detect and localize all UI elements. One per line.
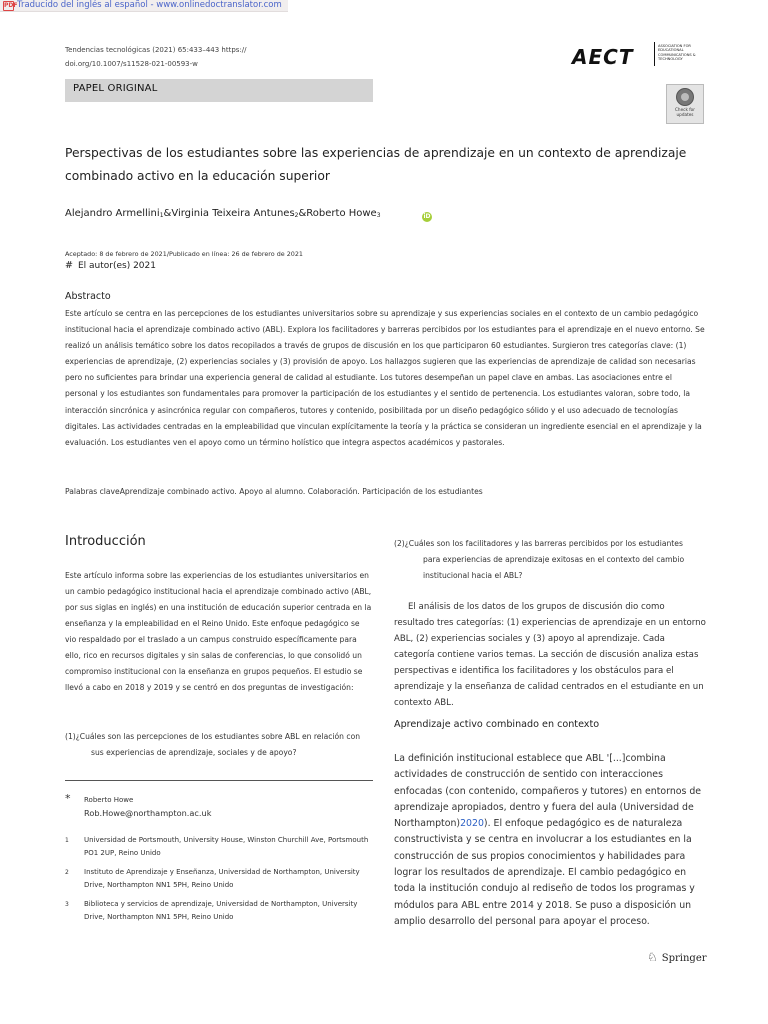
footnote-mark: * — [65, 792, 71, 805]
keywords: Palabras claveAprendizaje combinado activo. Apoyo al alumno. Colaboración. Participación de los estudiantes — [65, 487, 483, 496]
affiliation-footnote — [65, 898, 373, 928]
abstract-heading: Abstracto — [65, 291, 111, 302]
translation-banner-text[interactable]: Traducido del inglés al español - www.onlinedoctranslator.com — [17, 0, 282, 10]
intro-paragraph: El análisis de los datos de los grupos de discusión dio como resultado tres categorías: (1) experiencias de aprendizaje en un entorno ABL, (2) experiencias sociales y (3) apoyo al aprendizaje. Cada categoría contiene varios temas. La sección de discusión analiza estas perspectivas e identifica los facilitadores y los obstáculos para el aprendizaje y la enseñanza de calidad centrados en el estudiante en un contexto ABL. — [394, 602, 706, 708]
document-translate-icon: PDF — [4, 1, 18, 9]
research-question-text: para experiencias de aprendizaje exitosas en el contexto del cambio — [423, 555, 685, 564]
corresponding-author-footnote — [65, 794, 373, 824]
citation — [65, 43, 325, 71]
author-name[interactable]: Alejandro Armellini — [65, 208, 160, 219]
research-question-text: (1)¿Cuáles son las percepciones de los estudiantes sobre ABL en relación con — [65, 732, 361, 741]
section-text: ). El enfoque pedagógico es de naturaleza constructivista y se centra en involucrar a los estudiantes en la construcción de sus propios conocimientos y habilidades para lograr los resultados de aprendizaje. El cambio pedagógico en toda la institución condujo al rediseño de todos los programas y módulos para ABL entre 2014 y 2018. Se puso a disposición un amplio desarrollo del personal para apoyar el proceso. — [394, 818, 695, 927]
footnote-divider — [65, 780, 373, 781]
check-updates-label: Check for updates — [675, 107, 695, 117]
copyright-line — [65, 260, 156, 271]
affiliation-text: Biblioteca y servicios de aprendizaje, Universidad de Northampton, University Drive, Northampton NN1 5PH, Reino Unido — [84, 900, 358, 921]
article-type-label: PAPEL ORIGINAL — [73, 83, 158, 94]
article-title: Perspectivas de los estudiantes sobre las experiencias de aprendizaje en un contexto de aprendizaje combinado activo en la educación superior — [65, 146, 687, 183]
author-list — [65, 208, 381, 219]
section-heading: Aprendizaje activo combinado en contexto — [394, 719, 600, 730]
research-question-text: (2)¿Cuáles son los facilitadores y las barreras percibidos por los estudiantes — [394, 539, 683, 548]
article-type-badge — [65, 79, 373, 102]
affiliation-footnote — [65, 834, 373, 864]
check-for-updates-button[interactable] — [666, 84, 704, 124]
logo-divider — [654, 42, 655, 66]
affiliation-text: Instituto de Aprendizaje y Enseñanza, Universidad de Northampton, University Drive, Northampton NN1 5PH, Reino Unido — [84, 868, 360, 889]
springer-logo — [647, 950, 707, 964]
research-question-text: sus experiencias de aprendizaje, sociales y de apoyo? — [91, 748, 297, 757]
author-separator: & — [163, 208, 172, 219]
copyright-text: El autor(es) 2021 — [77, 261, 156, 271]
citation-line-1: Tendencias tecnológicas (2021) 65:433–443 https:// — [65, 46, 247, 54]
section-paragraph — [394, 751, 706, 930]
corresponding-author-email[interactable]: Rob.Howe@northampton.ac.uk — [84, 808, 212, 818]
intro-paragraph: Este artículo informa sobre las experiencias de los estudiantes universitarios en un cambio pedagógico institucional hacia el aprendizaje combinado activo (ABL, por sus siglas en inglés) en una institución de educación superior centrada en la enseñanza y la empleabilidad en el Reino Unido. Este enfoque pedagógico se vio respaldado por el traslado a un campus construido específicamente para ello, rico en recursos digitales y sin salas de conferencias, lo que consolidó un compromiso institucional con la enseñanza en grupos pequeños. El estudio se llevó a cabo en 2018 y 2019 y se centró en dos preguntas de investigación: — [65, 571, 372, 692]
author-affiliation-mark: 2 — [294, 212, 299, 219]
intro-heading: Introducción — [65, 534, 146, 549]
author-name[interactable]: Roberto Howe — [306, 208, 377, 219]
publication-dates: Aceptado: 8 de febrero de 2021/Publicado en línea: 26 de febrero de 2021 — [65, 250, 303, 258]
author-separator: & — [298, 208, 307, 219]
affiliation-text: Universidad de Portsmouth, University House, Winston Churchill Ave, Portsmouth PO1 2UP, Reino Unido — [84, 836, 369, 857]
copyright-mark: # — [65, 260, 73, 271]
affiliation-footnote — [65, 866, 373, 896]
publisher-name: Springer — [661, 953, 707, 964]
check-updates-icon — [676, 88, 694, 106]
springer-horse-icon: ♘ — [647, 950, 658, 964]
translation-banner[interactable] — [0, 0, 288, 12]
corresponding-author-name: Roberto Howe — [84, 796, 134, 804]
citation-doi[interactable]: doi.org/10.1007/s11528-021-00593-w — [65, 60, 198, 68]
research-question-2 — [394, 536, 706, 584]
research-question-1 — [65, 729, 373, 761]
author-name[interactable]: Virginia Teixeira Antunes — [171, 208, 295, 219]
footnote-mark: 2 — [65, 869, 69, 876]
footnote-mark: 1 — [65, 837, 69, 844]
abstract-text: Este artículo se centra en las percepciones de los estudiantes universitarios sobre su aprendizaje y sus experiencias sociales en el contexto de un cambio pedagógico institucional hacia el aprendizaje combinado activo (ABL). Explora los facilitadores y barreras percibidos por los estudiantes para el aprendizaje en el nuevo entorno. Se realizó un análisis temático sobre los datos recopilados a través de grupos de discusión en los que participaron 60 estudiantes. Surgieron tres categorías clave: (1) experiencias de aprendizaje, (2) experiencias sociales y (3) provisión de apoyo. Los hallazgos sugieren que las experiencias de aprendizaje de calidad son necesarias pero no suficientes para brindar una experiencia general de calidad al estudiante. Los tutores desempeñan un papel clave en ambas. Las asociaciones entre el personal y los estudiantes son fundamentales para promover la participación de los estudiantes y el sentido de pertenencia. Los estudiantes valoran, sobre todo, la interacción sincrónica y asincrónica regular con compañeros, tutores y contenido, posibilitada por un diseño pedagógico sólido y el uso adecuado de tecnologías digitales. Las actividades centradas en la empleabilidad que vinculan explícitamente la teoría y la práctica se consideran un ingrediente esencial en el aprendizaje y la evaluación. Los estudiantes ven el apoyo como un término holístico que integra aspectos académicos y pastorales. — [65, 309, 705, 447]
aect-logo-subtitle: ASSOCIATION FOR EDUCATIONAL COMMUNICATIONS & TECHNOLOGY — [658, 44, 696, 62]
aect-logo — [572, 42, 702, 68]
orcid-icon[interactable]: iD — [423, 213, 431, 220]
author-affiliation-mark: 3 — [376, 212, 381, 219]
citation-link[interactable]: 2020 — [460, 818, 484, 830]
aect-logo-word: AECT — [572, 45, 634, 69]
section-text: La definición institucional establece que ABL '[...]combina actividades de construcción de sentido con interacciones enfocadas (con contenido, compañeros y tutores) en entornos de aprendizaje apropiados, dentro y fuera del aula (Universidad de Northampton) — [394, 753, 702, 830]
footnote-mark: 3 — [65, 901, 69, 908]
author-affiliation-mark: 1 — [159, 212, 164, 219]
research-question-text: institucional hacia el ABL? — [423, 571, 523, 580]
